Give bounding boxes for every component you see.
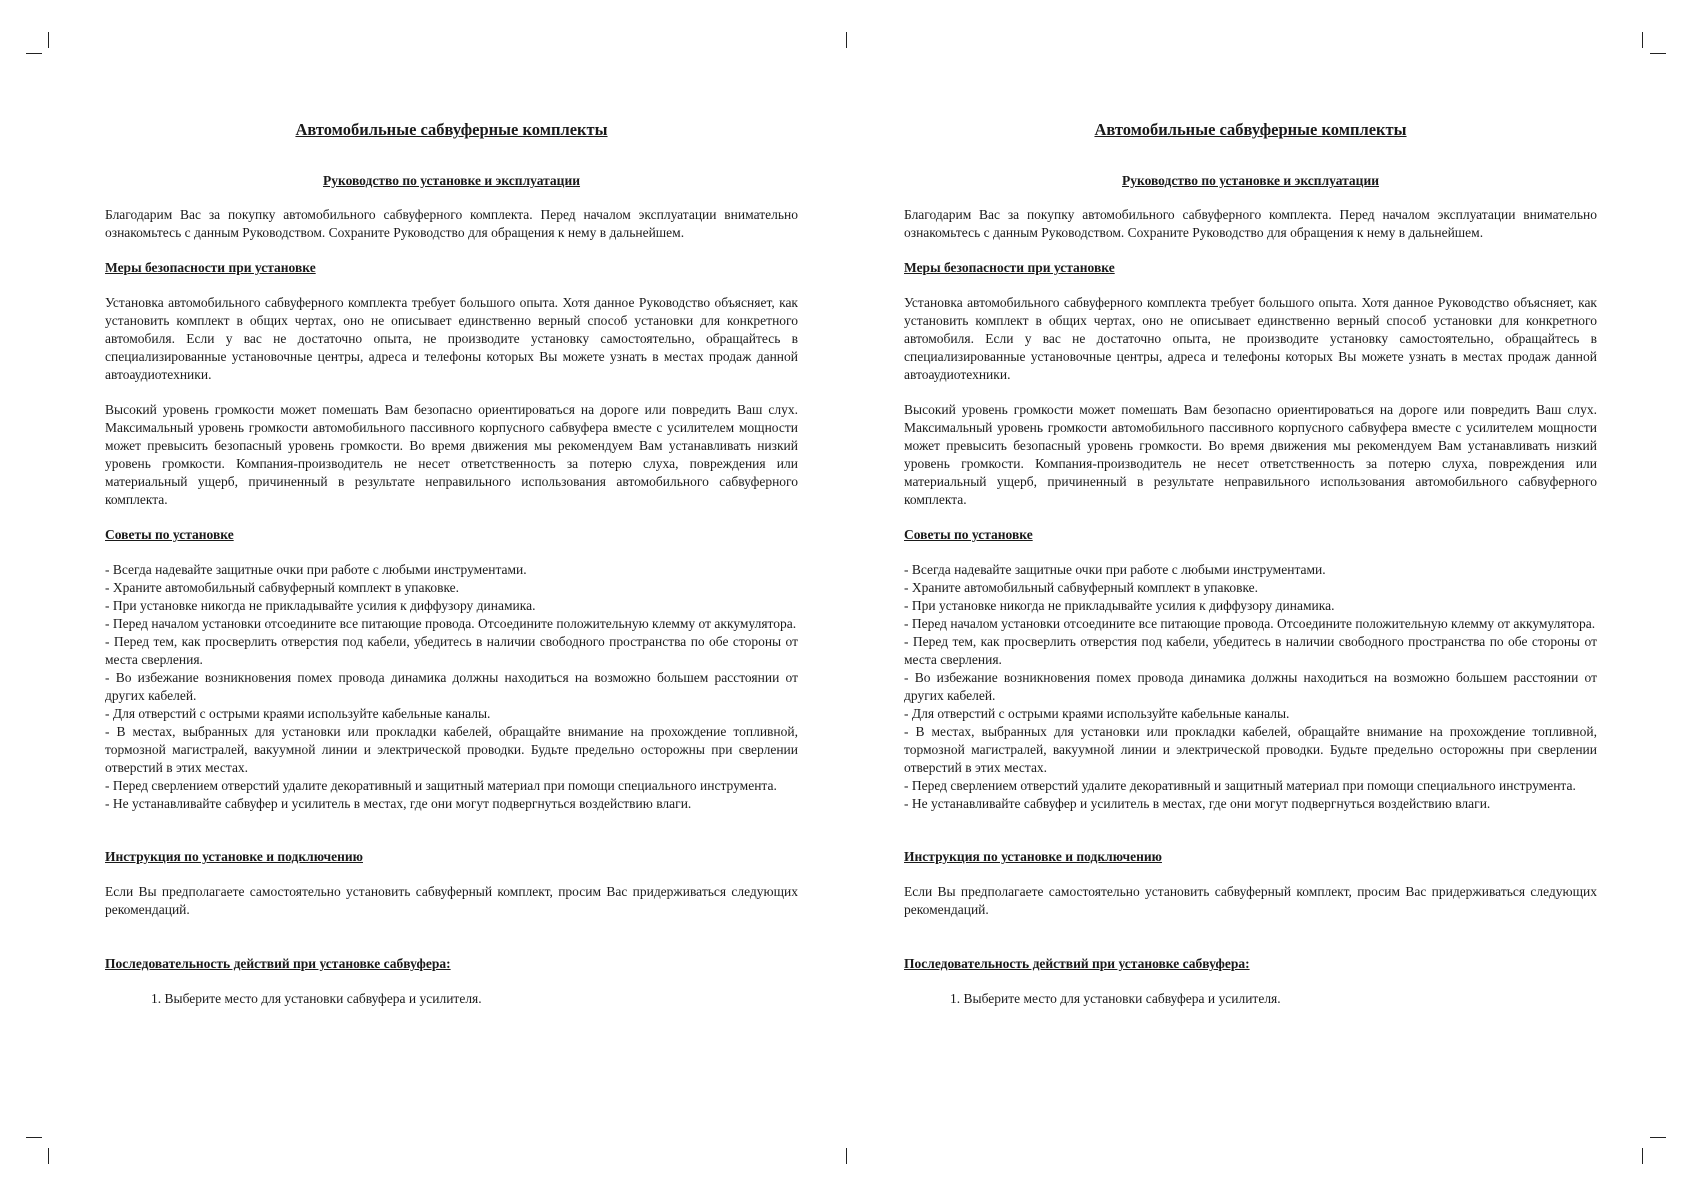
safety-heading: Меры безопасности при установке (904, 260, 1115, 275)
step-item: 1. Выберите место для установки сабвуфера и усилителя. (950, 991, 1281, 1006)
crop-mark (846, 32, 847, 48)
crop-mark (26, 1137, 42, 1138)
sequence-heading: Последовательность действий при установке сабвуфера: (105, 956, 451, 971)
crop-mark (1642, 32, 1643, 48)
list-item: - Во избежание возникновения помех провода динамика должны находиться на возможно большем расстоянии от других кабелей. (904, 670, 1597, 703)
safety-paragraph-1: Установка автомобильного сабвуферного комплекта требует большого опыта. Хотя данное Руководство объясняет, как установить комплект в общих чертах, оно не описывает единственно верный способ установки для конкретного автомобиля. Если у вас не достаточно опыта, не производите установку самостоятельно, обращайтесь в специализированные установочные центры, адреса и телефоны которых Вы можете узнать в местах продаж данной автоаудиотехники. (105, 295, 798, 382)
crop-mark (846, 1148, 847, 1164)
list-item: - При установке никогда не прикладывайте усилия к диффузору динамика. (904, 598, 1335, 613)
list-item: - Перед началом установки отсоедините все питающие провода. Отсоедините положительную клемму от аккумулятора. (105, 616, 797, 631)
page-content (105, 120, 798, 1008)
page-right (842, 0, 1684, 1190)
list-item: - Не устанавливайте сабвуфер и усилитель в местах, где они могут подвергнуться воздействию влаги. (105, 796, 692, 811)
list-item: - В местах, выбранных для установки или прокладки кабелей, обращайте внимание на прохождение топливной, тормозной магистралей, вакуумной линии и электрической проводки. Будьте предельно осторожны при сверлении отверстий в этих местах. (105, 724, 798, 775)
intro-paragraph: Благодарим Вас за покупку автомобильного сабвуферного комплекта. Перед началом эксплуатации внимательно ознакомьтесь с данным Руководством. Сохраните Руководство для обращения к нему в дальнейшем. (105, 207, 798, 240)
crop-mark (26, 53, 42, 54)
crop-mark (48, 1148, 49, 1164)
list-item: - Не устанавливайте сабвуфер и усилитель в местах, где они могут подвергнуться воздействию влаги. (904, 796, 1491, 811)
safety-heading: Меры безопасности при установке (105, 260, 316, 275)
document-subtitle: Руководство по установке и эксплуатации (1121, 173, 1380, 188)
list-item: - Храните автомобильный сабвуферный комплект в упаковке. (105, 580, 460, 595)
list-item: - Перед сверлением отверстий удалите декоративный и защитный материал при помощи специального инструмента. (904, 778, 1576, 793)
list-item: - Во избежание возникновения помех провода динамика должны находиться на возможно большем расстоянии от других кабелей. (105, 670, 798, 703)
crop-mark (48, 32, 49, 48)
intro-paragraph: Благодарим Вас за покупку автомобильного сабвуферного комплекта. Перед началом эксплуатации внимательно ознакомьтесь с данным Руководством. Сохраните Руководство для обращения к нему в дальнейшем. (904, 207, 1597, 240)
document-subtitle: Руководство по установке и эксплуатации (322, 173, 581, 188)
tips-list (105, 561, 798, 813)
crop-mark (1650, 53, 1666, 54)
list-item: - Для отверстий с острыми краями используйте кабельные каналы. (105, 706, 491, 721)
document-title: Автомобильные сабвуферные комплекты (295, 120, 608, 139)
tips-heading: Советы по установке (904, 527, 1033, 542)
list-item: - Всегда надевайте защитные очки при работе с любыми инструментами. (105, 562, 527, 577)
list-item: - Перед началом установки отсоедините все питающие провода. Отсоедините положительную клемму от аккумулятора. (904, 616, 1596, 631)
list-item: - Перед сверлением отверстий удалите декоративный и защитный материал при помощи специального инструмента. (105, 778, 777, 793)
list-item: - При установке никогда не прикладывайте усилия к диффузору динамика. (105, 598, 536, 613)
step-item: 1. Выберите место для установки сабвуфера и усилителя. (151, 991, 482, 1006)
document-title: Автомобильные сабвуферные комплекты (1094, 120, 1407, 139)
page-content (904, 120, 1597, 1008)
safety-paragraph-2: Высокий уровень громкости может помешать Вам безопасно ориентироваться на дороге или повредить Ваш слух. Максимальный уровень громкости автомобильного пассивного корпусного сабвуфера вместе с усилителем мощности может превысить безопасный уровень громкости. Во время движения мы рекомендуем Вам устанавливать низкий уровень громкости. Компания-производитель не несет ответственность за потерю слуха, повреждения или материальный ущерб, причиненный в результате неправильного использования автомобильного сабвуферного комплекта. (904, 402, 1597, 507)
safety-paragraph-1: Установка автомобильного сабвуферного комплекта требует большого опыта. Хотя данное Руководство объясняет, как установить комплект в общих чертах, оно не описывает единственно верный способ установки для конкретного автомобиля. Если у вас не достаточно опыта, не производите установку самостоятельно, обращайтесь в специализированные установочные центры, адреса и телефоны которых Вы можете узнать в местах продаж данной автоаудиотехники. (904, 295, 1597, 382)
install-heading: Инструкция по установке и подключению (904, 849, 1162, 864)
list-item: - Храните автомобильный сабвуферный комплект в упаковке. (904, 580, 1259, 595)
install-heading: Инструкция по установке и подключению (105, 849, 363, 864)
sequence-heading: Последовательность действий при установке сабвуфера: (904, 956, 1250, 971)
install-paragraph: Если Вы предполагаете самостоятельно установить сабвуферный комплект, просим Вас придерживаться следующих рекомендаций. (105, 884, 798, 917)
list-item: - В местах, выбранных для установки или прокладки кабелей, обращайте внимание на прохождение топливной, тормозной магистралей, вакуумной линии и электрической проводки. Будьте предельно осторожны при сверлении отверстий в этих местах. (904, 724, 1597, 775)
install-paragraph: Если Вы предполагаете самостоятельно установить сабвуферный комплект, просим Вас придерживаться следующих рекомендаций. (904, 884, 1597, 917)
list-item: - Для отверстий с острыми краями используйте кабельные каналы. (904, 706, 1290, 721)
list-item: - Перед тем, как просверлить отверстия под кабели, убедитесь в наличии свободного пространства по обе стороны от места сверления. (904, 634, 1597, 667)
list-item: - Перед тем, как просверлить отверстия под кабели, убедитесь в наличии свободного пространства по обе стороны от места сверления. (105, 634, 798, 667)
crop-mark (1650, 1137, 1666, 1138)
tips-heading: Советы по установке (105, 527, 234, 542)
tips-list (904, 561, 1597, 813)
crop-mark (1642, 1148, 1643, 1164)
list-item: - Всегда надевайте защитные очки при работе с любыми инструментами. (904, 562, 1326, 577)
safety-paragraph-2: Высокий уровень громкости может помешать Вам безопасно ориентироваться на дороге или повредить Ваш слух. Максимальный уровень громкости автомобильного пассивного корпусного сабвуфера вместе с усилителем мощности может превысить безопасный уровень громкости. Во время движения мы рекомендуем Вам устанавливать низкий уровень громкости. Компания-производитель не несет ответственность за потерю слуха, повреждения или материальный ущерб, причиненный в результате неправильного использования автомобильного сабвуферного комплекта. (105, 402, 798, 507)
